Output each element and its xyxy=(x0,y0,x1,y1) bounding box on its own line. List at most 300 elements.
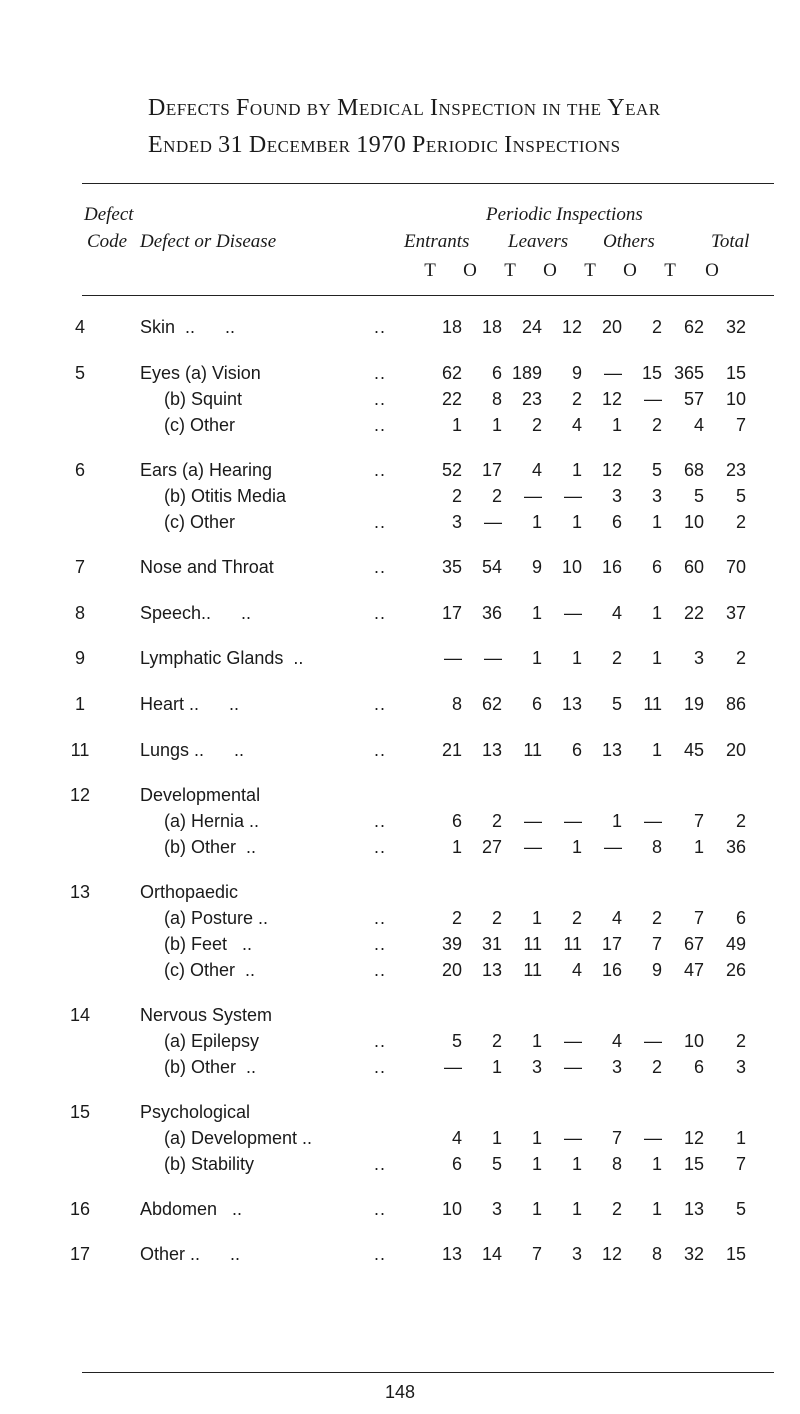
value-cell: 18 xyxy=(441,317,462,337)
value-cell: — xyxy=(564,811,582,831)
value-cell: 1 xyxy=(531,1154,542,1174)
value-cell: 15 xyxy=(683,1154,704,1174)
table-row xyxy=(0,386,800,412)
table-row xyxy=(0,931,800,957)
value-cell: 1 xyxy=(451,837,462,857)
value-cell: 86 xyxy=(725,694,746,714)
value-cell: 1 xyxy=(531,1031,542,1051)
header-defect-code-1: Defect xyxy=(84,204,134,225)
value-cell: 22 xyxy=(441,389,462,409)
value-cell: 2 xyxy=(571,908,582,928)
value-cell: 3 xyxy=(491,1199,502,1219)
leader-dots: .. xyxy=(374,460,387,480)
title-line-1 xyxy=(148,96,768,120)
value-cell: — xyxy=(444,648,462,668)
table-row xyxy=(0,737,800,763)
value-cell: 10 xyxy=(561,557,582,577)
value-cell: — xyxy=(604,837,622,857)
value-cell: 2 xyxy=(651,317,662,337)
value-cell: 1 xyxy=(693,837,704,857)
value-cell: 27 xyxy=(481,837,502,857)
bottom-rule xyxy=(82,1372,774,1373)
leader-dots: .. xyxy=(374,363,387,383)
value-cell: 17 xyxy=(441,603,462,623)
leader-dots: .. xyxy=(374,960,387,980)
leader-dots: .. xyxy=(374,1244,387,1264)
page-number: 148 xyxy=(384,1382,416,1402)
table-row xyxy=(0,1125,800,1151)
value-cell: 4 xyxy=(531,460,542,480)
value-cell: 1 xyxy=(651,603,662,623)
defect-label: Nervous System xyxy=(140,1005,273,1025)
value-cell: 7 xyxy=(693,908,704,928)
value-cell: 5 xyxy=(451,1031,462,1051)
value-cell: 5 xyxy=(611,694,622,714)
value-cell: 12 xyxy=(683,1128,704,1148)
value-cell: 9 xyxy=(651,960,662,980)
leader-dots: .. xyxy=(374,415,387,435)
header-total: Total xyxy=(711,231,750,252)
value-cell: 15 xyxy=(725,363,746,383)
header-to-label: T xyxy=(424,260,436,281)
defect-label: Skin .. .. xyxy=(140,317,236,337)
leader-dots: .. xyxy=(374,934,387,954)
value-cell: 1 xyxy=(491,1057,502,1077)
value-cell: 1 xyxy=(571,460,582,480)
value-cell: 6 xyxy=(491,363,502,383)
value-cell: 7 xyxy=(531,1244,542,1264)
value-cell: 5 xyxy=(735,486,746,506)
defect-label: Lungs .. .. xyxy=(140,740,245,760)
header-leavers: Leavers xyxy=(508,231,569,252)
defect-label: Speech.. .. xyxy=(140,603,252,623)
value-cell: 3 xyxy=(651,486,662,506)
defect-code: 9 xyxy=(74,648,85,668)
title-word: INSPECTION xyxy=(430,95,537,121)
defect-label: Abdomen .. xyxy=(140,1199,243,1219)
value-cell: 10 xyxy=(683,1031,704,1051)
value-cell: 3 xyxy=(611,1057,622,1077)
table-row xyxy=(0,808,800,834)
header-to-label: O xyxy=(705,260,719,281)
value-cell: 1 xyxy=(531,1128,542,1148)
table-row xyxy=(0,1151,800,1177)
title-word: MEDICAL xyxy=(337,95,425,121)
table-row xyxy=(0,360,800,386)
value-cell: 6 xyxy=(651,557,662,577)
title-word: DECEMBER xyxy=(248,132,351,158)
value-cell: 15 xyxy=(641,363,662,383)
value-cell: 4 xyxy=(693,415,704,435)
value-cell: 12 xyxy=(601,389,622,409)
value-cell: — xyxy=(644,389,662,409)
value-cell: 4 xyxy=(611,603,622,623)
value-cell: — xyxy=(524,837,542,857)
defect-label: (c) Other xyxy=(164,512,236,532)
value-cell: 8 xyxy=(451,694,462,714)
value-cell: 32 xyxy=(683,1244,704,1264)
value-cell: 13 xyxy=(561,694,582,714)
value-cell: 8 xyxy=(651,837,662,857)
defect-label: (b) Squint xyxy=(164,389,243,409)
defect-label: Nose and Throat xyxy=(140,557,274,577)
table-row xyxy=(0,412,800,438)
value-cell: 1 xyxy=(531,603,542,623)
defect-label: (b) Stability xyxy=(164,1154,255,1174)
value-cell: 36 xyxy=(481,603,502,623)
value-cell: 1 xyxy=(735,1128,746,1148)
value-cell: — xyxy=(524,811,542,831)
value-cell: 18 xyxy=(481,317,502,337)
value-cell: 6 xyxy=(735,908,746,928)
leader-dots: .. xyxy=(374,908,387,928)
value-cell: 10 xyxy=(683,512,704,532)
table-row xyxy=(0,1196,800,1222)
value-cell: 13 xyxy=(481,960,502,980)
header-to-label: T xyxy=(504,260,516,281)
value-cell: 1 xyxy=(451,415,462,435)
leader-dots: .. xyxy=(374,837,387,857)
value-cell: 1 xyxy=(651,740,662,760)
value-cell: 7 xyxy=(651,934,662,954)
top-rule xyxy=(82,183,774,184)
value-cell: 36 xyxy=(725,837,746,857)
leader-dots: .. xyxy=(374,317,387,337)
value-cell: 31 xyxy=(481,934,502,954)
value-cell: 4 xyxy=(611,908,622,928)
value-cell: 57 xyxy=(683,389,704,409)
value-cell: 10 xyxy=(725,389,746,409)
value-cell: 3 xyxy=(611,486,622,506)
value-cell: 23 xyxy=(725,460,746,480)
value-cell: 1 xyxy=(491,1128,502,1148)
defect-label: (a) Hernia .. xyxy=(164,811,260,831)
value-cell: 47 xyxy=(683,960,704,980)
defect-label: Ears (a) Hearing xyxy=(140,460,273,480)
value-cell: 1 xyxy=(491,415,502,435)
header-to-label: T xyxy=(584,260,596,281)
title-word: IN xyxy=(542,100,562,119)
leader-dots: .. xyxy=(374,1057,387,1077)
value-cell: 2 xyxy=(491,811,502,831)
value-cell: 7 xyxy=(611,1128,622,1148)
value-cell: 3 xyxy=(735,1057,746,1077)
value-cell: 39 xyxy=(441,934,462,954)
defect-label: Heart .. .. xyxy=(140,694,240,714)
value-cell: 54 xyxy=(481,557,502,577)
value-cell: 32 xyxy=(725,317,746,337)
table-row xyxy=(0,879,800,905)
defect-code: 16 xyxy=(69,1199,91,1219)
leader-dots: .. xyxy=(374,811,387,831)
header-to-label: T xyxy=(664,260,676,281)
header-rule xyxy=(82,295,774,296)
value-cell: — xyxy=(564,1031,582,1051)
value-cell: 70 xyxy=(725,557,746,577)
defect-label: (b) Other .. xyxy=(164,837,257,857)
value-cell: 12 xyxy=(561,317,582,337)
leader-dots: .. xyxy=(374,603,387,623)
value-cell: 2 xyxy=(735,1031,746,1051)
table-row xyxy=(0,834,800,860)
value-cell: 23 xyxy=(521,389,542,409)
table-row xyxy=(0,782,800,808)
value-cell: 20 xyxy=(725,740,746,760)
value-cell: 1 xyxy=(651,1154,662,1174)
defect-label: (a) Development .. xyxy=(164,1128,313,1148)
defect-label: (a) Epilepsy xyxy=(164,1031,260,1051)
defect-code: 15 xyxy=(69,1102,91,1122)
value-cell: 3 xyxy=(571,1244,582,1264)
value-cell: 67 xyxy=(683,934,704,954)
value-cell: — xyxy=(444,1057,462,1077)
value-cell: 11 xyxy=(523,960,542,980)
defect-code: 6 xyxy=(74,460,85,480)
value-cell: 3 xyxy=(451,512,462,532)
header-to-label: O xyxy=(623,260,637,281)
value-cell: 5 xyxy=(491,1154,502,1174)
value-cell: 13 xyxy=(481,740,502,760)
defect-code: 5 xyxy=(74,363,85,383)
value-cell: 189 xyxy=(512,363,543,383)
value-cell: — xyxy=(484,648,502,668)
value-cell: 21 xyxy=(441,740,462,760)
value-cell: 49 xyxy=(725,934,746,954)
table-row xyxy=(0,483,800,509)
value-cell: 3 xyxy=(531,1057,542,1077)
value-cell: 62 xyxy=(481,694,502,714)
value-cell: 2 xyxy=(571,389,582,409)
value-cell: 2 xyxy=(735,512,746,532)
defect-label: Orthopaedic xyxy=(140,882,239,902)
header-defect-or-disease: Defect or Disease xyxy=(140,231,277,252)
value-cell: 1 xyxy=(531,1199,542,1219)
title-word: PERIODIC xyxy=(412,132,499,158)
value-cell: 1 xyxy=(611,415,622,435)
value-cell: 35 xyxy=(441,557,462,577)
leader-dots: .. xyxy=(374,557,387,577)
table-row xyxy=(0,457,800,483)
value-cell: 19 xyxy=(683,694,704,714)
value-cell: 2 xyxy=(651,908,662,928)
value-cell: 17 xyxy=(481,460,502,480)
value-cell: 5 xyxy=(693,486,704,506)
table-row xyxy=(0,905,800,931)
value-cell: 6 xyxy=(531,694,542,714)
header-to-label: O xyxy=(463,260,477,281)
value-cell: 2 xyxy=(735,811,746,831)
value-cell: 6 xyxy=(451,1154,462,1174)
value-cell: — xyxy=(564,486,582,506)
value-cell: 26 xyxy=(725,960,746,980)
value-cell: 45 xyxy=(683,740,704,760)
value-cell: 1 xyxy=(571,648,582,668)
value-cell: 22 xyxy=(683,603,704,623)
value-cell: 2 xyxy=(611,648,622,668)
value-cell: 15 xyxy=(725,1244,746,1264)
value-cell: 2 xyxy=(735,648,746,668)
value-cell: 8 xyxy=(491,389,502,409)
value-cell: 11 xyxy=(523,934,542,954)
defect-label: Psychological xyxy=(140,1102,251,1122)
value-cell: 13 xyxy=(683,1199,704,1219)
defect-label: Developmental xyxy=(140,785,261,805)
header-defect-code-2: Code xyxy=(87,231,128,252)
value-cell: 2 xyxy=(651,1057,662,1077)
value-cell: 20 xyxy=(601,317,622,337)
value-cell: 16 xyxy=(601,557,622,577)
table-row xyxy=(0,691,800,717)
value-cell: 62 xyxy=(441,363,462,383)
value-cell: 17 xyxy=(601,934,622,954)
value-cell: 2 xyxy=(451,908,462,928)
leader-dots: .. xyxy=(374,389,387,409)
value-cell: 2 xyxy=(611,1199,622,1219)
defect-label: Eyes (a) Vision xyxy=(140,363,261,383)
value-cell: 7 xyxy=(735,1154,746,1174)
value-cell: 16 xyxy=(601,960,622,980)
leader-dots: .. xyxy=(374,740,387,760)
value-cell: 12 xyxy=(601,460,622,480)
defect-label: (b) Feet .. xyxy=(164,934,253,954)
value-cell: 8 xyxy=(611,1154,622,1174)
title-word: ENDED xyxy=(148,132,213,158)
value-cell: 6 xyxy=(571,740,582,760)
value-cell: 60 xyxy=(683,557,704,577)
defect-label: Other .. .. xyxy=(140,1244,241,1264)
value-cell: 1 xyxy=(571,512,582,532)
value-cell: 68 xyxy=(683,460,704,480)
table-row xyxy=(0,314,800,340)
defect-label: Lymphatic Glands .. xyxy=(140,648,304,668)
table-row xyxy=(0,1054,800,1080)
table-row xyxy=(0,957,800,983)
leader-dots: .. xyxy=(374,1031,387,1051)
value-cell: 1 xyxy=(651,1199,662,1219)
value-cell: 4 xyxy=(611,1031,622,1051)
value-cell: 2 xyxy=(491,486,502,506)
leader-dots: .. xyxy=(374,694,387,714)
defect-code: 14 xyxy=(69,1005,91,1025)
leader-dots: .. xyxy=(374,1154,387,1174)
value-cell: 11 xyxy=(523,740,542,760)
value-cell: 1 xyxy=(651,512,662,532)
value-cell: 11 xyxy=(563,934,582,954)
leader-dots: .. xyxy=(374,1199,387,1219)
value-cell: 13 xyxy=(441,1244,462,1264)
value-cell: 5 xyxy=(651,460,662,480)
title-word: BY xyxy=(306,100,332,119)
defect-code: 1 xyxy=(74,694,85,714)
value-cell: 4 xyxy=(451,1128,462,1148)
value-cell: 10 xyxy=(441,1199,462,1219)
defect-code: 4 xyxy=(74,317,85,337)
title-line-2 xyxy=(148,133,768,157)
value-cell: — xyxy=(484,512,502,532)
value-cell: 1 xyxy=(531,512,542,532)
title-word: YEAR xyxy=(607,95,661,121)
value-cell: 8 xyxy=(651,1244,662,1264)
value-cell: 1 xyxy=(571,1199,582,1219)
value-cell: 20 xyxy=(441,960,462,980)
header-periodic-inspections: Periodic Inspections xyxy=(486,204,643,225)
defect-label: (a) Posture .. xyxy=(164,908,269,928)
title-word: FOUND xyxy=(236,95,301,121)
defect-label: (b) Otitis Media xyxy=(164,486,287,506)
value-cell: — xyxy=(644,1128,662,1148)
defect-code: 12 xyxy=(69,785,91,805)
value-cell: 2 xyxy=(491,908,502,928)
value-cell: — xyxy=(564,603,582,623)
table-row xyxy=(0,600,800,626)
value-cell: 1 xyxy=(531,908,542,928)
defect-label: (b) Other .. xyxy=(164,1057,257,1077)
defect-code: 8 xyxy=(74,603,85,623)
value-cell: 12 xyxy=(601,1244,622,1264)
value-cell: 6 xyxy=(451,811,462,831)
value-cell: 2 xyxy=(491,1031,502,1051)
value-cell: — xyxy=(604,363,622,383)
title-word: 1970 xyxy=(356,132,407,158)
value-cell: 24 xyxy=(521,317,542,337)
value-cell: — xyxy=(564,1057,582,1077)
value-cell: 7 xyxy=(693,811,704,831)
table-row xyxy=(0,1099,800,1125)
value-cell: 2 xyxy=(451,486,462,506)
defect-code: 17 xyxy=(69,1244,91,1264)
value-cell: 13 xyxy=(601,740,622,760)
value-cell: — xyxy=(644,811,662,831)
title-word: THE xyxy=(566,100,602,119)
header-entrants: Entrants xyxy=(404,231,470,252)
value-cell: 11 xyxy=(643,694,662,714)
defect-label: (c) Other xyxy=(164,415,236,435)
value-cell: 37 xyxy=(725,603,746,623)
title-word: DEFECTS xyxy=(148,95,231,121)
table-row xyxy=(0,1241,800,1267)
value-cell: 9 xyxy=(571,363,582,383)
title-word: 31 xyxy=(218,132,244,158)
defect-label: (c) Other .. xyxy=(164,960,256,980)
table-row xyxy=(0,1028,800,1054)
value-cell: 1 xyxy=(531,648,542,668)
value-cell: 14 xyxy=(481,1244,502,1264)
table-row xyxy=(0,1002,800,1028)
defect-code: 13 xyxy=(69,882,91,902)
value-cell: 365 xyxy=(674,363,705,383)
value-cell: 6 xyxy=(693,1057,704,1077)
value-cell: — xyxy=(524,486,542,506)
header-to-label: O xyxy=(543,260,557,281)
defect-code: 7 xyxy=(74,557,85,577)
value-cell: 6 xyxy=(611,512,622,532)
value-cell: 7 xyxy=(735,415,746,435)
value-cell: 3 xyxy=(693,648,704,668)
value-cell: 1 xyxy=(651,648,662,668)
defect-code: 11 xyxy=(70,740,90,760)
value-cell: 2 xyxy=(651,415,662,435)
value-cell: 2 xyxy=(531,415,542,435)
value-cell: 9 xyxy=(531,557,542,577)
value-cell: 1 xyxy=(611,811,622,831)
value-cell: 52 xyxy=(441,460,462,480)
value-cell: 4 xyxy=(571,415,582,435)
title-word: INSPECTIONS xyxy=(504,132,621,158)
table-row xyxy=(0,554,800,580)
value-cell: 62 xyxy=(683,317,704,337)
table-row xyxy=(0,645,800,671)
value-cell: 1 xyxy=(571,1154,582,1174)
